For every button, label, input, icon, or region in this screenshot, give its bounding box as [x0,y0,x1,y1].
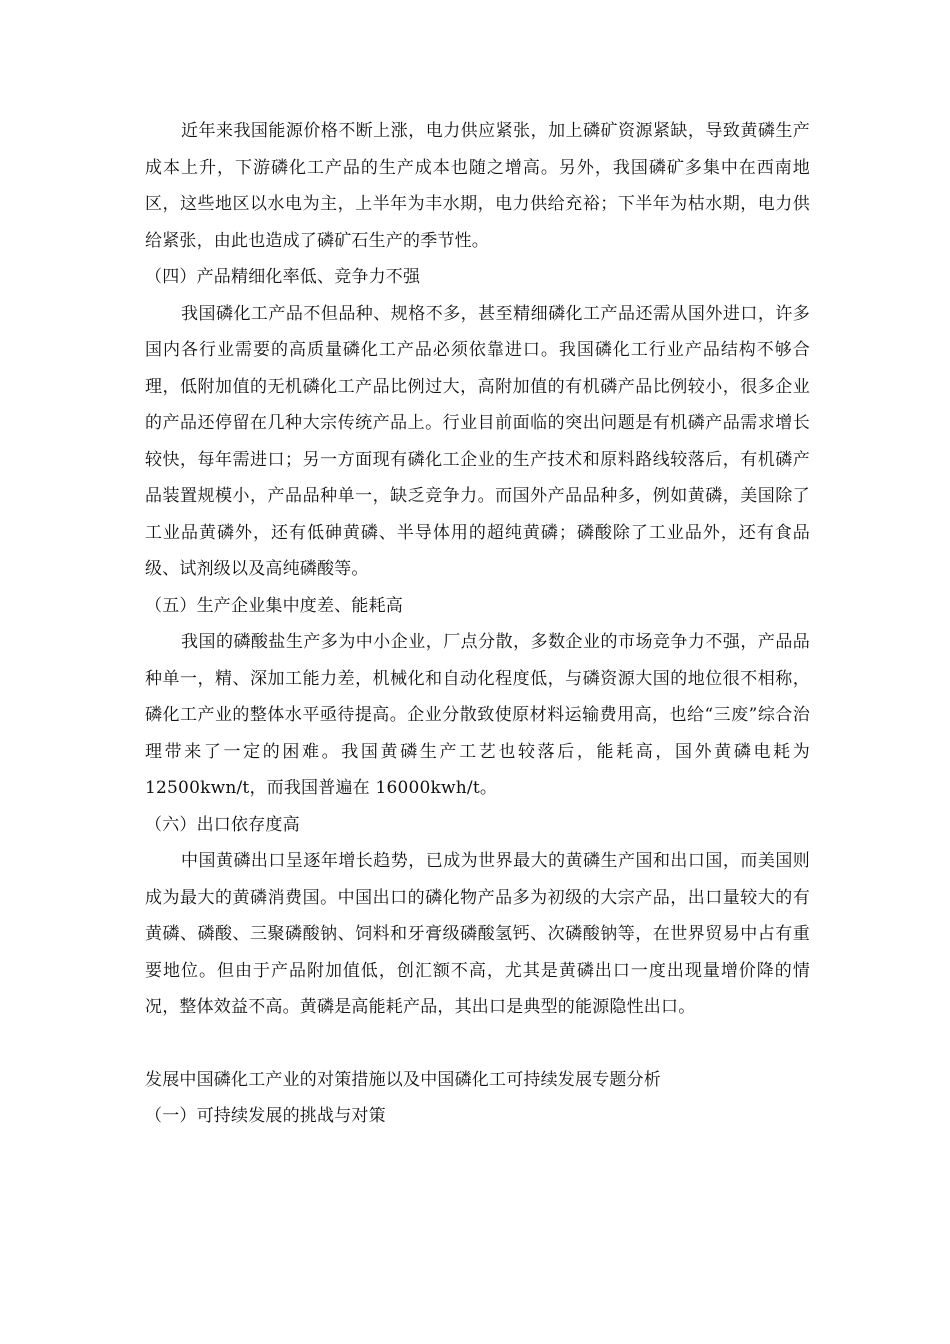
heading-six: （六）出口依存度高 [145,814,300,835]
heading-five: （五）生产企业集中度差、能耗高 [145,595,403,616]
section-title: 发展中国磷化工产业的对策措施以及中国磷化工可持续发展专题分析 [145,1069,661,1090]
paragraph-product-refinement: 我国磷化工产品不但品种、规格不多，甚至精细磷化工产品还需从国外进口，许多国内各行业需要的高质量磷化工产品必须依靠进口。我国磷化工行业产品结构不够合理，低附加值的无机磷化工产品比例过大，高附加值的有机磷产品比例较小，很多企业的产品还停留在几种大宗传统产品上。行业目前面临的突出问题是有机磷产品需求增长较快，每年需进口；另一方面现有磷化工企业的生产技术和原料路线较落后，有机磷产品装置规模小，产品品种单一，缺乏竞争力。而国外产品品种多，例如黄磷，美国除了工业品黄磷外，还有低砷黄磷、半导体用的超纯黄磷；磷酸除了工业品外，还有食品级、试剂级以及高纯磷酸等。 [145,303,810,579]
document-page [145,113,810,1135]
paragraph-export-dependence: 中国黄磷出口呈逐年增长趋势，已成为世界最大的黄磷生产国和出口国，而美国则成为最大的黄磷消费国。中国出口的磷化物产品多为初级的大宗产品，出口量较大的有黄磷、磷酸、三聚磷酸钠、饲料和牙膏级磷酸氢钙、次磷酸钠等，在世界贸易中占有重要地位。但由于产品附加值低，创汇额不高，尤其是黄磷出口一度出现量增价降的情况，整体效益不高。黄磷是高能耗产品，其出口是典型的能源隐性出口。 [145,851,810,1017]
paragraph-enterprise-concentration: 我国的磷酸盐生产多为中小企业，厂点分散，多数企业的市场竞争力不强，产品品种单一，精、深加工能力差，机械化和自动化程度低，与磷资源大国的地位很不相称，磷化工产业的整体水平亟待提高。企业分散致使原材料运输费用高，也给“三废”综合治理带来了一定的困难。我国黄磷生产工艺也较落后，能耗高，国外黄磷电耗为 12500kwn/t，而我国普遍在 16000kwh/t。 [145,632,810,798]
paragraph-energy-costs: 近年来我国能源价格不断上涨，电力供应紧张，加上磷矿资源紧缺，导致黄磷生产成本上升，下游磷化工产品的生产成本也随之增高。另外，我国磷矿多集中在西南地区，这些地区以水电为主，上半年为丰水期，电力供给充裕；下半年为枯水期，电力供给紧张，由此也造成了磷矿石生产的季节性。 [145,121,810,251]
subheading-one: （一）可持续发展的挑战与对策 [145,1106,386,1126]
heading-four: （四）产品精细化率低、竞争力不强 [145,267,421,287]
